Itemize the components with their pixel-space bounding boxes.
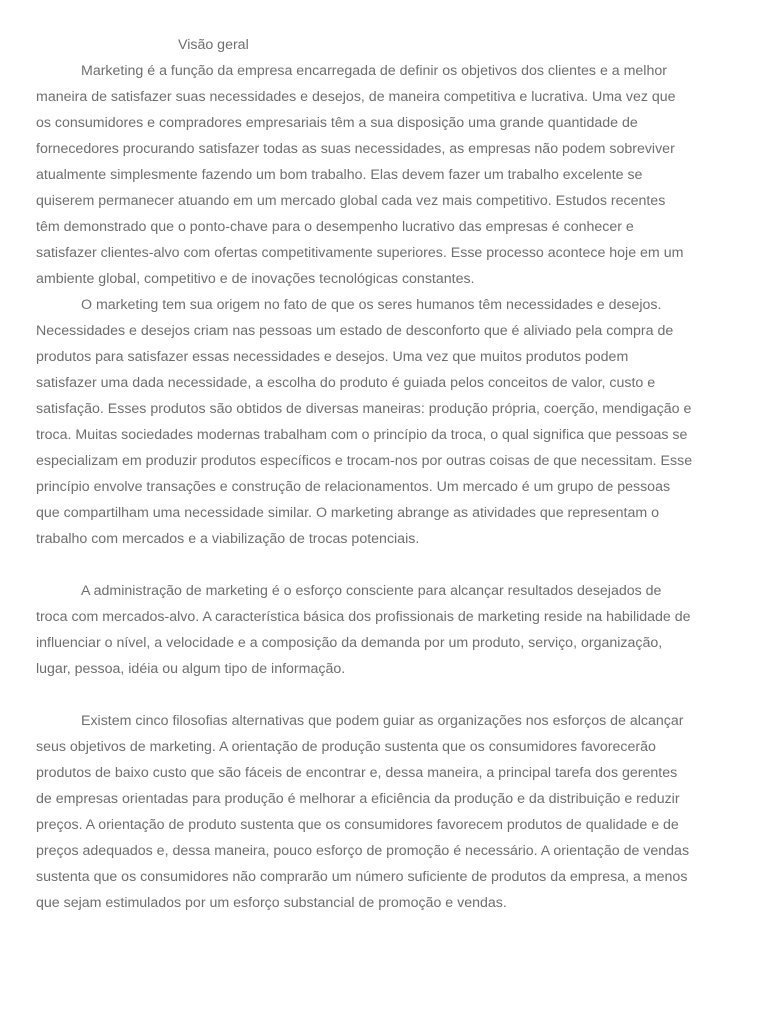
paragraph-marketing-philosophies: Existem cinco filosofias alternativas que podem guiar as organizações nos esforços de alcançar seus objetivos de marketing. A orientação de produção sustenta que os consumidores favorecerão produtos de baixo custo que são fáceis de encontrar e, dessa maneira, a principal tarefa dos gerentes de empresas orientadas para produção é melhorar a eficiência da produção e da distribuição e reduzir preços. A orientação de produto sustenta que os consumidores favorecem produtos de qualidade e de preços adequados e, dessa maneira, pouco esforço de promoção é necessário. A orientação de vendas sustenta que os consumidores não comprarão um número suficiente de produtos da empresa, a menos que sejam estimulados por um esforço substancial de promoção e vendas. <box>36 713 690 911</box>
paragraph-spacer <box>36 552 736 578</box>
document-title: Visão geral <box>178 37 249 53</box>
paragraph-spacer <box>36 682 736 708</box>
document-page <box>36 32 736 916</box>
paragraph-marketing-origin: O marketing tem sua origem no fato de que os seres humanos têm necessidades e desejos. Necessidades e desejos criam nas pessoas um estado de desconforto que é aliviado pela compra de produtos para satisfazer essas necessidades e desejos. Uma vez que muitos produtos podem satisfazer uma dada necessidade, a escolha do produto é guiada pelos conceitos de valor, custo e satisfação. Esses produtos são obtidos de diversas maneiras: produção própria, coerção, mendigação e troca. Muitas sociedades modernas trabalham com o princípio da troca, o qual significa que pessoas se especializam em produzir produtos específicos e trocam-nos por outras coisas de que necessitam. Esse princípio envolve transações e construção de relacionamentos. Um mercado é um grupo de pessoas que compartilham uma necessidade similar. O marketing abrange as atividades que representam o trabalho com mercados e a viabilização de trocas potenciais. <box>36 297 693 547</box>
paragraph-marketing-administration: A administração de marketing é o esforço consciente para alcançar resultados desejados de troca com mercados-alvo. A característica básica dos profissionais de marketing reside na habilidade de influenciar o nível, a velocidade e a composição da demanda por um produto, serviço, organização, lugar, pessoa, idéia ou algum tipo de informação. <box>36 583 691 677</box>
paragraph-marketing-definition: Marketing é a função da empresa encarregada de definir os objetivos dos clientes e a melhor maneira de satisfazer suas necessidades e desejos, de maneira competitiva e lucrativa. Uma vez que os consumidores e compradores empresariais têm a sua disposição uma grande quantidade de fornecedores procurando satisfazer todas as suas necessidades, as empresas não podem sobreviver atualmente simplesmente fazendo um bom trabalho. Elas devem fazer um trabalho excelente se quiserem permanecer atuando em um mercado global cada vez mais competitivo. Estudos recentes têm demonstrado que o ponto-chave para o desempenho lucrativo das empresas é conhecer e satisfazer clientes-alvo com ofertas competitivamente superiores. Esse processo acontece hoje em um ambiente global, competitivo e de inovações tecnológicas constantes. <box>36 63 684 287</box>
